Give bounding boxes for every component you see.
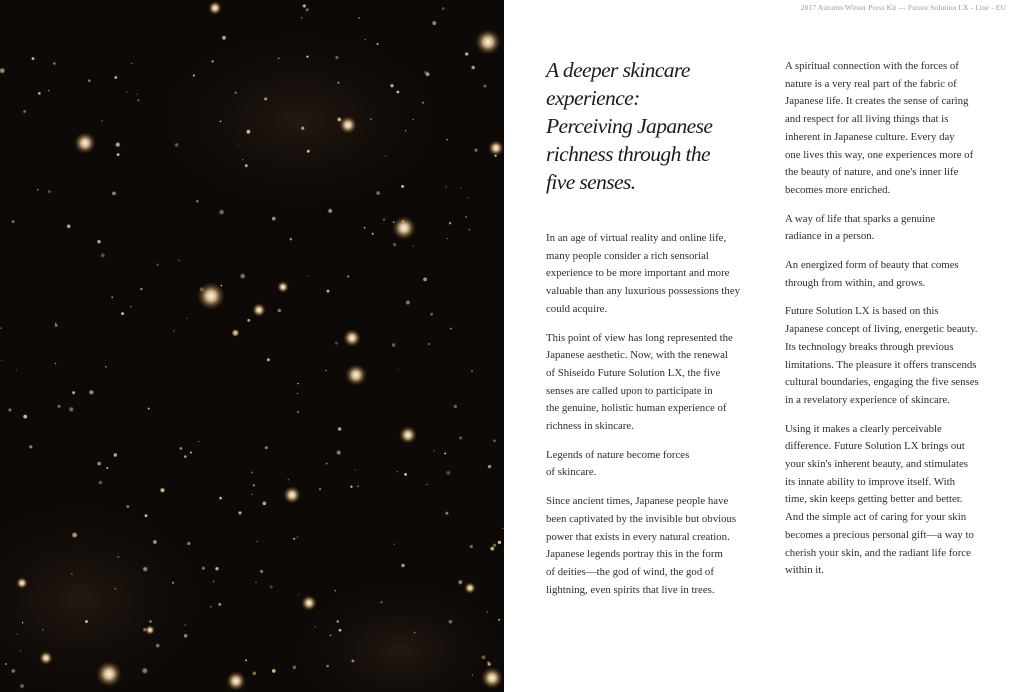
- gold-flake: [397, 471, 398, 472]
- gold-flake: [392, 343, 396, 347]
- gold-flake: [347, 275, 349, 277]
- gold-flake: [68, 406, 74, 412]
- body-paragraph: An energized form of beauty that comes through from within, and grows.: [785, 259, 959, 289]
- title-line: five senses.: [546, 170, 636, 194]
- gold-flake: [334, 341, 338, 345]
- gold-flake: [142, 627, 147, 632]
- gold-flake: [251, 471, 253, 473]
- gold-flake: [48, 190, 51, 193]
- gold-flake: [137, 99, 140, 102]
- gold-flake: [97, 462, 101, 466]
- light-orb: [475, 29, 501, 55]
- gold-flake: [22, 622, 24, 624]
- light-orb: [74, 132, 96, 154]
- gold-flake: [219, 209, 225, 215]
- gold-flake: [102, 120, 103, 121]
- gold-flake: [55, 324, 58, 327]
- gold-flake: [149, 620, 152, 623]
- gold-flake: [247, 319, 250, 322]
- gold-flake: [184, 634, 188, 638]
- gold-flake: [178, 260, 180, 262]
- gold-flake: [115, 142, 121, 148]
- gold-flake: [449, 620, 453, 624]
- gold-flake: [126, 505, 129, 508]
- golden-particles-photo: [0, 0, 504, 692]
- gold-flake: [351, 659, 354, 662]
- gold-flake: [301, 127, 304, 130]
- gold-flake: [483, 84, 487, 88]
- gold-flake: [8, 408, 12, 412]
- gold-flake: [430, 312, 434, 316]
- gold-flake: [234, 91, 237, 94]
- article-page: [504, 0, 1012, 692]
- gold-flake: [117, 556, 119, 558]
- gold-flake: [305, 8, 309, 12]
- body-paragraph: Future Solution LX is based on this Japanese concept of living, energetic beauty. Its technology breaks through previous limitations. The pleasure it offers transcends cultural boundaries, engaging the five senses in a revelatory experience of skincare.: [785, 305, 979, 406]
- gold-flake: [121, 312, 124, 315]
- gold-flake: [442, 7, 445, 10]
- gold-flake: [184, 455, 187, 458]
- gold-flake: [117, 153, 120, 156]
- gold-flake: [222, 36, 226, 40]
- gold-flake: [136, 94, 137, 95]
- gold-flake: [186, 318, 188, 320]
- gold-flake: [106, 467, 108, 469]
- gold-flake: [17, 633, 18, 634]
- body-paragraph: Using it makes a clearly perceivable difference. Future Solution LX brings out your skin's inherent beauty, and stimulates its innate ability to improve itself. With time, skin keeps getting better and better. And the simple act of caring for your skin becomes a precious personal gift—a way to cherish your skin, and the radiant life force within it.: [785, 422, 974, 577]
- article-title: [546, 56, 750, 196]
- light-orb: [481, 667, 503, 689]
- gold-flake: [114, 453, 117, 456]
- gold-flake: [5, 663, 7, 665]
- gold-flake: [240, 273, 246, 279]
- gold-flake: [308, 276, 309, 277]
- gold-flake: [57, 404, 61, 408]
- gold-flake: [220, 120, 222, 122]
- gold-flake: [142, 566, 148, 572]
- gold-flake: [412, 119, 414, 121]
- gold-flake: [471, 370, 473, 372]
- gold-flake: [302, 4, 307, 9]
- gold-flake: [37, 189, 38, 190]
- gold-flake: [267, 358, 270, 361]
- gold-flake: [48, 90, 49, 91]
- gold-flake: [141, 667, 148, 674]
- gold-flake: [1, 360, 2, 361]
- gold-flake: [253, 484, 256, 487]
- gold-flake: [196, 200, 198, 202]
- gold-flake: [380, 601, 382, 603]
- gold-flake: [336, 450, 342, 456]
- gold-flake: [376, 191, 380, 195]
- gold-flake: [459, 436, 462, 439]
- gold-flake: [172, 582, 174, 584]
- gold-flake: [262, 502, 266, 506]
- gold-flake: [190, 451, 192, 453]
- gold-flake: [23, 110, 27, 114]
- gold-flake: [330, 635, 332, 637]
- gold-flake: [187, 542, 190, 545]
- gold-flake: [314, 626, 315, 627]
- gold-flake: [72, 391, 76, 395]
- gold-flake: [335, 55, 339, 59]
- gold-flake: [493, 544, 496, 547]
- gold-flake: [498, 541, 501, 544]
- gold-flake: [38, 92, 41, 95]
- gold-flake: [114, 76, 117, 79]
- gold-flake: [297, 594, 298, 595]
- gold-flake: [173, 330, 174, 331]
- gold-flake: [71, 573, 72, 574]
- gold-flake: [325, 370, 326, 371]
- gold-flake: [32, 57, 35, 60]
- gold-flake: [406, 301, 410, 305]
- gold-flake: [393, 221, 395, 223]
- gold-flake: [126, 91, 127, 92]
- gold-flake: [394, 544, 395, 545]
- gold-flake: [426, 484, 428, 486]
- gold-flake: [148, 408, 150, 410]
- gold-flake: [210, 606, 212, 608]
- gold-flake: [293, 666, 296, 669]
- gold-flake: [184, 624, 186, 626]
- gold-flake: [357, 485, 359, 487]
- body-paragraph: This point of view has long represented the Japanese aesthetic. Now, with the renewal of Shiseido Future Solution LX, the five senses are called upon to participate in the genuine, holistic human experience of richness in skincare.: [546, 331, 733, 433]
- gold-flake: [255, 581, 257, 583]
- gold-flake: [465, 216, 467, 218]
- gold-flake: [413, 245, 414, 246]
- gold-flake: [488, 465, 491, 468]
- gold-flake: [290, 238, 292, 240]
- gold-flake: [454, 405, 457, 408]
- gold-flake: [179, 447, 182, 450]
- gold-flake: [301, 17, 303, 19]
- gold-flake: [238, 145, 239, 146]
- gold-flake: [474, 148, 477, 151]
- body-paragraph: In an age of virtual reality and online life, many people consider a rich sensorial experience to be more important and more valuable than any luxurious possessions they could acquire.: [546, 232, 741, 315]
- gold-flake: [89, 389, 95, 395]
- light-orb: [283, 486, 301, 504]
- gold-flake: [365, 39, 366, 40]
- gold-flake: [390, 83, 395, 88]
- gold-flake: [272, 669, 276, 673]
- gold-flake: [446, 238, 447, 239]
- gold-flake: [238, 511, 242, 515]
- body-paragraph: A way of life that sparks a genuine radiance in a person.: [785, 212, 936, 243]
- light-orb: [226, 671, 246, 691]
- gold-flake: [253, 672, 257, 676]
- gold-flake: [423, 278, 427, 282]
- gold-flake: [201, 566, 205, 570]
- gold-flake: [445, 511, 449, 515]
- gold-flake: [297, 536, 299, 538]
- gold-flake: [335, 590, 336, 591]
- gold-flake: [495, 155, 497, 157]
- gold-flake: [422, 102, 424, 104]
- gold-flake: [364, 227, 366, 229]
- gold-flake: [140, 288, 142, 290]
- light-orb: [208, 1, 222, 15]
- running-header: 2017 Autumn/Winter Press Kit — Future Solution LX - Line - EU: [800, 3, 1006, 12]
- light-orb: [464, 582, 476, 594]
- gold-flake: [481, 655, 485, 659]
- gold-flake: [338, 427, 342, 431]
- gold-flake: [385, 155, 386, 156]
- gold-flake: [376, 43, 378, 45]
- gold-flake: [218, 603, 221, 606]
- light-orb: [16, 577, 28, 589]
- gold-flake: [297, 383, 298, 384]
- light-orb: [39, 651, 53, 665]
- gold-flake: [470, 545, 473, 548]
- gold-flake: [464, 52, 469, 57]
- gold-flake: [145, 514, 148, 517]
- gold-flake: [372, 233, 374, 235]
- gold-flake: [232, 329, 240, 337]
- body-paragraph: Since ancient times, Japanese people have been captivated by the invisible but obvious power that exists in every natural creation. Japanese legends portray this in the form of deities—the god of wind, the god of lightning, even spirits that live in trees.: [546, 495, 737, 596]
- gold-flake: [0, 327, 1, 328]
- gold-flake: [131, 63, 132, 64]
- gold-flake: [105, 672, 107, 674]
- gold-flake: [221, 285, 223, 287]
- gold-flake: [245, 659, 247, 661]
- gold-flake: [460, 188, 461, 189]
- light-orb: [197, 282, 225, 310]
- body-paragraph: A spiritual connection with the forces of nature is a very real part of the fabric of Japanese life. It creates the sense of caring and respect for all living things that is inherent in Japanese culture. Every day one lives this way, one experiences more of the beauty of nature, and one's inner life becomes more enriched.: [785, 60, 974, 196]
- gold-flake: [101, 253, 105, 257]
- gold-flake: [370, 118, 371, 119]
- gold-flake: [211, 60, 214, 63]
- gold-flake: [319, 488, 321, 490]
- light-orb: [96, 661, 122, 687]
- gold-flake: [293, 538, 295, 540]
- gold-flake: [444, 452, 446, 454]
- gold-flake: [278, 309, 282, 313]
- gold-flake: [471, 66, 475, 70]
- gold-flake: [213, 580, 215, 582]
- gold-flake: [428, 343, 430, 345]
- gold-flake: [467, 197, 469, 199]
- gold-flake: [486, 611, 488, 613]
- gold-flake: [306, 55, 308, 57]
- gold-flake: [337, 82, 339, 84]
- gold-flake: [401, 564, 405, 568]
- gold-flake: [55, 363, 57, 365]
- gold-flake: [23, 415, 27, 419]
- gold-flake: [160, 487, 166, 493]
- gold-flake: [405, 130, 406, 131]
- gold-flake: [247, 130, 251, 134]
- gold-flake: [337, 117, 342, 122]
- gold-flake: [97, 240, 100, 243]
- title-line: Perceiving Japanese: [546, 114, 713, 138]
- particles-image: [0, 0, 504, 692]
- gold-flake: [449, 222, 451, 224]
- gold-flake: [264, 97, 267, 100]
- gold-flake: [297, 411, 299, 413]
- gold-flake: [115, 588, 116, 589]
- gold-flake: [397, 91, 400, 94]
- gold-flake: [12, 220, 15, 223]
- gold-flake: [71, 532, 78, 539]
- light-orb: [345, 364, 367, 386]
- gold-flake: [288, 479, 290, 481]
- gold-flake: [245, 164, 248, 167]
- gold-flake: [272, 217, 276, 221]
- gold-flake: [397, 369, 398, 370]
- gold-flake: [401, 185, 404, 188]
- light-orb: [343, 329, 361, 347]
- gold-flake: [327, 208, 332, 213]
- gold-flake: [29, 445, 32, 448]
- left-column: [546, 56, 750, 610]
- gold-flake: [256, 541, 258, 543]
- gold-flake: [433, 450, 434, 451]
- title-line: richness through the: [546, 142, 710, 166]
- light-orb: [252, 303, 266, 317]
- gold-flake: [493, 439, 496, 442]
- gold-flake: [155, 643, 160, 648]
- gold-flake: [20, 650, 21, 651]
- gold-flake: [16, 369, 17, 370]
- gold-flake: [358, 17, 360, 19]
- gold-flake: [200, 287, 204, 291]
- gold-flake: [446, 186, 447, 187]
- gold-flake: [42, 629, 43, 630]
- gold-flake: [269, 585, 273, 589]
- gold-flake: [472, 675, 473, 676]
- gold-flake: [487, 662, 489, 664]
- gold-flake: [242, 159, 243, 160]
- gold-flake: [445, 470, 451, 476]
- gold-flake: [259, 569, 264, 574]
- gold-flake: [278, 58, 280, 60]
- gold-flake: [490, 546, 495, 551]
- title-line: experience:: [546, 86, 640, 110]
- gold-flake: [85, 620, 88, 623]
- gold-flake: [327, 290, 330, 293]
- body-paragraph: Legends of nature become forces of skincare.: [546, 448, 690, 479]
- gold-flake: [112, 192, 116, 196]
- gold-flake: [355, 469, 356, 470]
- gold-flake: [264, 446, 268, 450]
- gold-flake: [307, 150, 310, 153]
- title-line: A deeper skincare: [546, 58, 690, 82]
- gold-flake: [404, 473, 407, 476]
- gold-flake: [432, 21, 436, 25]
- gold-flake: [350, 486, 352, 488]
- gold-flake: [458, 579, 464, 585]
- gold-flake: [66, 224, 71, 229]
- gold-flake: [55, 323, 56, 324]
- gold-flake: [111, 296, 113, 298]
- gold-flake: [297, 393, 299, 395]
- gold-flake: [402, 220, 405, 223]
- gold-flake: [425, 72, 430, 77]
- light-orb: [392, 216, 416, 240]
- gold-flake: [393, 243, 396, 246]
- gold-flake: [105, 366, 107, 368]
- gold-flake: [326, 665, 329, 668]
- light-orb: [488, 140, 504, 156]
- gold-flake: [98, 480, 103, 485]
- gold-flake: [130, 306, 131, 307]
- gold-flake: [450, 328, 452, 330]
- gold-flake: [174, 142, 179, 147]
- gold-flake: [88, 79, 91, 82]
- gold-flake: [447, 139, 448, 140]
- gold-flake: [326, 463, 328, 465]
- gold-flake: [215, 566, 220, 571]
- light-orb: [399, 426, 417, 444]
- gold-flake: [337, 620, 339, 622]
- gold-flake: [153, 540, 157, 544]
- light-orb: [301, 595, 317, 611]
- gold-flake: [251, 494, 252, 495]
- gold-flake: [11, 668, 16, 673]
- gold-flake: [19, 683, 25, 689]
- gold-flake: [53, 62, 56, 65]
- gold-flake: [498, 619, 500, 621]
- right-column: [785, 58, 987, 591]
- gold-flake: [219, 497, 222, 500]
- gold-flake: [414, 632, 416, 634]
- gold-flake: [383, 219, 385, 221]
- gold-flake: [198, 441, 199, 442]
- gold-flake: [469, 229, 470, 230]
- gold-flake: [339, 629, 342, 632]
- light-orb: [277, 281, 289, 293]
- gold-flake: [193, 74, 195, 76]
- gold-flake: [156, 263, 158, 265]
